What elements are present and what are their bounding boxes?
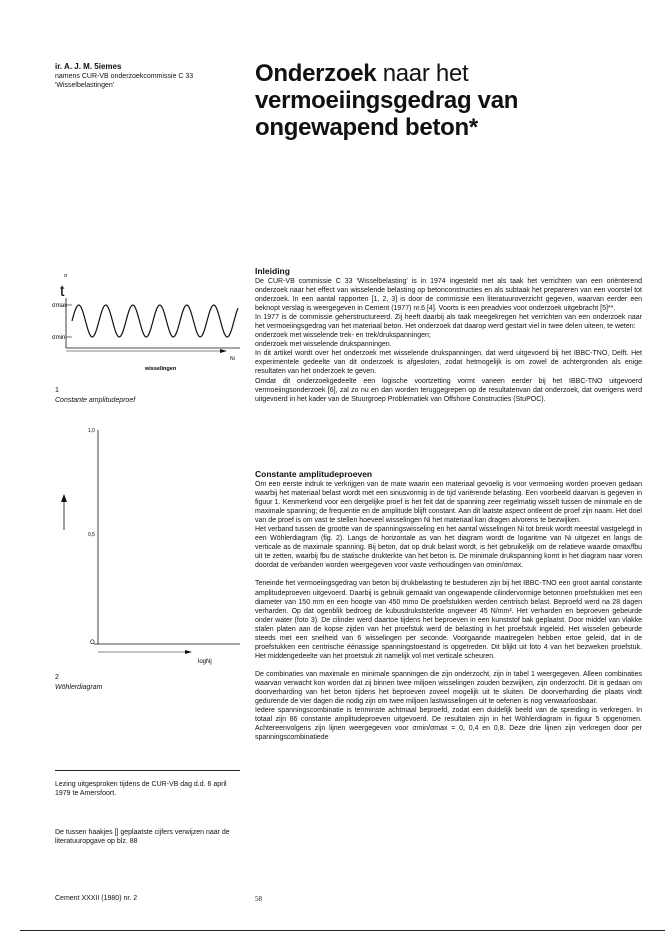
author-commission: 'Wisselbelastingen' — [55, 82, 115, 89]
paragraph: De CUR-VB commissie C 33 'Wisselbelasting' is in 1974 ingesteld met als taak het verrichten van een oriënterend onderzoek naar het effect van wisselende belasting op betonconstructies en als subtaak het prepareren van een voorstel tot onderzoek. In een aantal rapporten [1, 2, 3] is door de commissie een literatuuroverzicht gegeven, waarvan eerder een beknopt verslag is weergegeven in Cement (1977) nr.6 [4]. Voorts is een preadvies voor onderzoek uitgebracht [5]**. — [255, 278, 642, 313]
paragraph: Teneinde het vermoeiingsgedrag van beton bij drukbelasting te bestuderen zijn bij het IBBC-TNO een groot aantal constante amplitudeproeven uitgevoerd. Daarbij is gebruik gemaakt van ongewapende cilindervormige betonnen proefstukken met een diameter van 150 mm en een hoogte van 450 mmo De proefstukken werden centrisch belast. Beproefd werd na 28 dagen verharden. Op dat ogenblik bedroeg de kubusdrukststerkte ongeveer 45 N/mm². Het verharden en beproeven gebeurde onder water (foto 3). De cilinder werd daartoe tijdens het beproeven in een kunststof bak geplaatst. Door middel van vlakke stalen platen aan de kopse zijden van het proefstuk werd de belasting in het proefstuk ingeleid. Het wisselen gebeurde steeds met een snelheid van 6 wisselingen per seconde. Voorgaande maatregelen hebben ertoe geleid, dat in de proefstukken een centrische éénassige spanningstoestand is opgetreden. Dit blijkt uit foto 4 van het bezweken proefstuk. Het middengedeelte van het proetstuk zit namelijk vol met verticale scheuren. — [255, 580, 642, 660]
figure1-diagram — [50, 270, 245, 380]
title-light: naar het — [376, 60, 469, 87]
fig2-right-arrow — [185, 650, 192, 654]
title-bold: Onderzoek — [255, 60, 377, 87]
fig2-tick-zero: O — [90, 640, 95, 646]
fig1-ni-label: Ni — [230, 356, 235, 362]
paragraph: onderzoek met wisselende trek- en trek/drukspanningen; — [255, 332, 431, 340]
fig1-number: 1 — [55, 387, 59, 394]
footnote-rule — [55, 770, 240, 771]
journal-reference: Cement XXXII (1980) nr. 2 — [55, 895, 138, 902]
fig1-axis-label: wisselingen — [145, 366, 177, 372]
bottom-rule — [20, 930, 665, 931]
fig2-number: 2 — [55, 674, 59, 681]
author-name: ir. A. J. M. 5iemes — [55, 62, 122, 71]
footnote-haakjes: De tussen haakjes [] geplaatste cijfers verwijzen naar de literatuuropgave op blz. 88 — [55, 829, 230, 845]
paragraph: De combinaties van maximale en minimale spanningen die zijn onderzocht, zijn in tabel 1 weergegeven. Alleen combinaties waarvan verwacht kon worden dat zij binnen twee miljoen wisselingen zouden bezwijken, zijn onderzocht. Dit is gedaan om doorverharding van het beton tijdens het beproeven zoveel mogelijk uit te sluiten. De doorverharding die plaats vindt gedurende de vier dagen die nodig zijn om twee miljoen lastwisselingen uit te oefenen is nog verwaarloosbaar. — [255, 670, 642, 706]
article-title — [255, 60, 635, 141]
fig1-sine-wave — [72, 305, 238, 337]
figure2-diagram — [50, 420, 245, 670]
fig1-sigma-label: σ — [64, 273, 68, 279]
paragraph: Iedere spanningscombinatie is tenminste achtmaal beproefd, zodat een duidelijk beeld van de spreiding is verkregen. In totaal zijn 86 constante amplitudeproeven uitgevoerd. De resultaten zijn in het Wöhlerdiagram in figuur 5 opgenomen. Achtereenvolgens zijn lijnen weergegeven voor σmin/σmax = 0, 0,4 en 0,8. Deze drie lijnen zijn verkregen door per spanningscombinatiede — [255, 707, 642, 742]
heading-constante: Constante amplitudeproeven — [255, 469, 373, 479]
footnote-lezing: Lezing uitgesproken tijdens de CUR-VB dag d.d. 6 april 1979 te Amersfoort. — [55, 781, 227, 797]
paragraph: onderzoek met wisselende drukspanningen. — [255, 341, 392, 349]
paragraph: Het verband tussen de grootte van de spanningswisseling en het aantal wisselingen Ni tot breuk wordt meestal vastgelegd in een Wöhlerdiagram (fig. 2). Langs de horizontale as van het diagram wordt de logaritme van Ni uitgezet en langs de verticale as de maximale spanning. Bij beton, dat op druk belast wordt, is het gebruikelijk om de relatieve waarde σmax/fbu uit te zetten, waarbij fbu de statische drukterkte van het beton is. De minimale drukspanning komt in het diagram naar voren doordat de verbanden worden weergegeven voor vaste verhoudingen van σmin/σmax. — [255, 526, 642, 570]
paragraph: In 1977 is de commissie geherstructureerd. Zij heeft daarbij als taak meegekregen het verrichten van een onderzoek naar het vermoeiingsgedrag van het materiaal beton. Het onderzoek dat daarop werd gestart viel in twee delen uiteen, te weten: — [255, 314, 642, 331]
fig2-tick-mid: 0,5 — [88, 532, 95, 538]
author-affiliation: namens CUR-VB onderzoekcommissie C 33 — [55, 73, 194, 80]
fig1-arrow-head — [220, 349, 227, 353]
body-inleiding — [255, 277, 642, 404]
fig1-t-label: t — [60, 283, 65, 300]
paragraph: In dit artikel wordt over het onderzoek met wisselende drukspanningen, dat werd uitgevoerd bij het IBBC-TNO, Delft. Het experimentele gedeelte van dit onderzoek is afgesloten, zodat hetmogelijk is om zowel de achtergronden als enige resultaten van het onderzoek te geven. — [255, 350, 642, 376]
fig2-tick-top: 1,0 — [88, 428, 95, 434]
title-line2: vermoeiingsgedrag van — [255, 87, 519, 114]
fig1-caption: Constante amplitudeproef — [55, 397, 136, 404]
fig2-x-label: logNj — [198, 659, 212, 665]
fig2-caption: Wöhlerdiagram — [55, 684, 103, 691]
fig1-max-label: σmax — [52, 303, 68, 309]
body-constante — [255, 480, 642, 742]
paragraph: Om een eerste indruk te verkrijgen van de mate waarin een materiaal gevoelig is voor vermoeiing worden proeven gedaan waarbij het materiaal belast wordt met een sinusvormig in de tijd variërende belasting. Een voorbeeld daarvan is gegeven in figuur 1. Kenmerkend voor een dergelijke proef is het feit dat de spanning zeer regelmatig wisselt tussen de minimale en de maximale spanning; de frequentie en de amplitude blijft constant. Aan dit laatste aspect ontleent de proef zijn naam. Het doel van de proef is om vast te stellen hoeveel wisselingen Ni het materiaal kan dragen alvorens te bezwijken. — [255, 481, 642, 525]
fig1-min-label: σmin — [52, 335, 66, 341]
paragraph: Omdat dit onderzoekgedeelte een logische voortzetting vormt vaneen eerder bij het IBBC-TNO uitgevoerd vermoeiingsonderzoek [6], zal zo nu en dan worden teruggegrepen op de resultatenvan dat onderzoek, dat overigens werd uitgevoerd in het kader van de Stuurgroep Problematiek van Offshore Constructies (StuPOC). — [255, 377, 642, 403]
fig2-up-arrow — [61, 494, 67, 502]
heading-inleiding: Inleiding — [255, 266, 290, 276]
title-line3: ongewapend beton* — [255, 114, 478, 141]
page-number: 58 — [255, 895, 262, 903]
